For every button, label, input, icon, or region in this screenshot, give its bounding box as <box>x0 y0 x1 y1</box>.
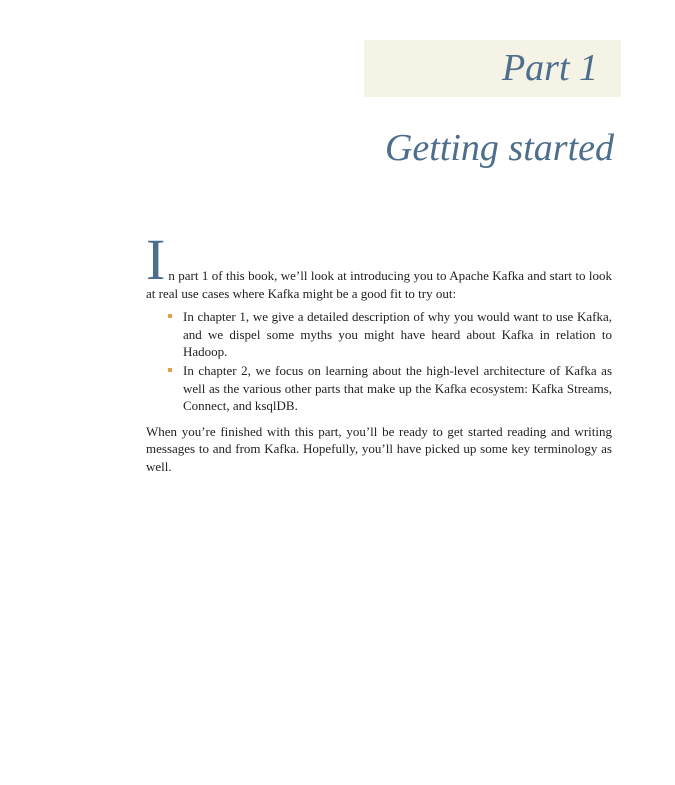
square-bullet-icon <box>168 368 172 372</box>
part-banner <box>364 40 621 97</box>
list-item-text: In chapter 2, we focus on learning about the high-level architecture of Kafka as well as the various other parts that make up the Kafka ecosystem: Kafka Streams, Connect, and ksqlDB. <box>183 362 612 414</box>
chapter-list <box>146 308 612 415</box>
part-title: Part 1 <box>501 47 598 89</box>
list-item <box>183 308 612 361</box>
intro-text: n part 1 of this book, we’ll look at introducing you to Apache Kafka and start to look at real use cases where Kafka might be a good fit to try out: <box>146 268 612 301</box>
outro-paragraph: When you’re finished with this part, you’ll be ready to get started reading and writing messages to and from Kafka. Hopefully, you’ll have picked up some key terminology as well. <box>146 423 612 474</box>
page-title: Getting started <box>384 127 614 169</box>
intro-paragraph <box>146 227 612 302</box>
list-item-text: In chapter 1, we give a detailed description of why you would want to use Kafka, and we dispel some myths you might have heard about Kafka in relation to Hadoop. <box>183 309 612 360</box>
body-content <box>146 227 612 476</box>
square-bullet-icon <box>168 314 172 318</box>
drop-cap: I <box>146 227 166 292</box>
list-item <box>183 362 612 415</box>
